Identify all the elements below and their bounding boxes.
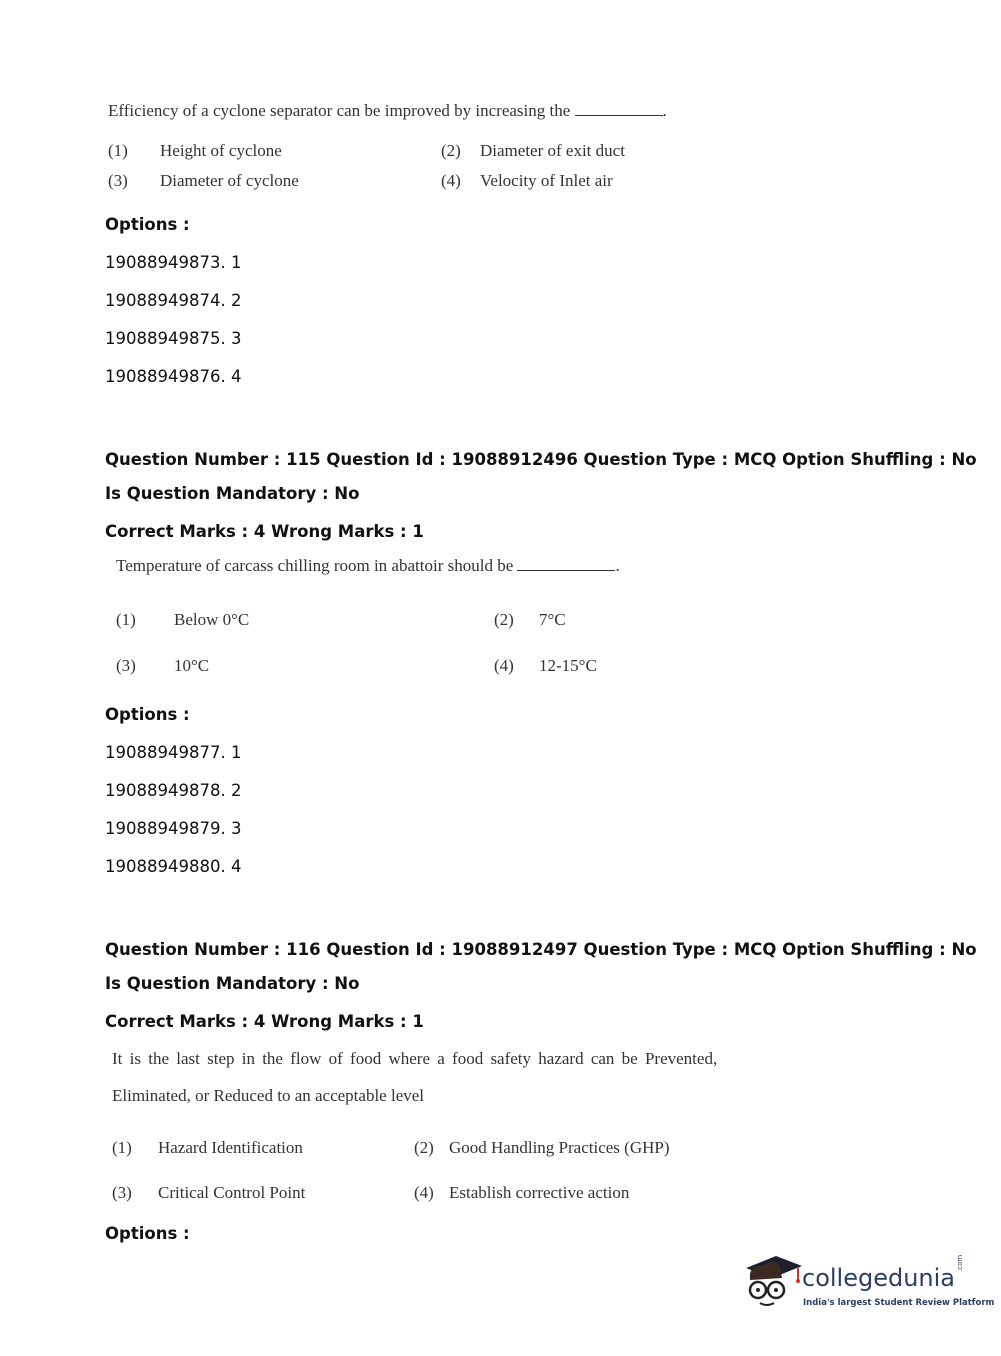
q116-options-label: Options : [105, 1224, 190, 1243]
logo-tagline: India's largest Student Review Platform [803, 1298, 995, 1308]
question-115-text [116, 556, 620, 576]
q114-choice-4-number: (4) [441, 171, 461, 190]
q115-choice-3-number: (3) [116, 656, 136, 675]
q115-choice-4-text: 12-15°C [539, 656, 597, 675]
question-114-stem: Efficiency of a cyclone separator can be improved by increasing the [108, 101, 571, 120]
q115-choice-4-number: (4) [494, 656, 514, 675]
q115-options-label: Options : [105, 705, 190, 724]
q115-choice-1-text: Below 0°C [174, 610, 250, 629]
graduate-mascot-icon [742, 1250, 802, 1310]
q114-choice-3-number: (3) [108, 171, 128, 190]
q114-choice-4-text: Velocity of Inlet air [480, 171, 613, 190]
q116-choice-1-number: (1) [112, 1138, 132, 1157]
q114-option-4: 19088949876. 4 [105, 367, 242, 386]
q116-header-line-1: Question Number : 116 Question Id : 19088912497 Question Type : MCQ Option Shuffling : No [105, 940, 977, 959]
period: . [662, 101, 667, 120]
q116-marks: Correct Marks : 4 Wrong Marks : 1 [105, 1012, 424, 1031]
q114-option-2: 19088949874. 2 [105, 291, 242, 310]
q114-choice-2-number: (2) [441, 141, 461, 160]
q116-choice-4-text: Establish corrective action [449, 1183, 630, 1202]
q115-header-line-1: Question Number : 115 Question Id : 19088912496 Question Type : MCQ Option Shuffling : No [105, 450, 977, 469]
q116-choice-1-text: Hazard Identification [158, 1138, 303, 1157]
collegedunia-logo [742, 1250, 995, 1322]
logo-wordmark: collegedunia [802, 1264, 956, 1292]
q115-option-1: 19088949877. 1 [105, 743, 242, 762]
question-116-line-1: It is the last step in the flow of food where a food safety hazard can be Prevented, [112, 1049, 718, 1068]
q116-header-line-2: Is Question Mandatory : No [105, 974, 360, 993]
q114-choice-1-text: Height of cyclone [160, 141, 282, 160]
q115-header-line-2: Is Question Mandatory : No [105, 484, 360, 503]
q114-option-3: 19088949875. 3 [105, 329, 242, 348]
q114-option-1: 19088949873. 1 [105, 253, 242, 272]
question-116-line-2: Eliminated, or Reduced to an acceptable level [112, 1086, 425, 1105]
q115-choice-1-number: (1) [116, 610, 136, 629]
q116-choice-3-number: (3) [112, 1183, 132, 1202]
q115-choice-2-number: (2) [494, 610, 514, 629]
answer-blank [575, 115, 663, 116]
q116-choice-3-text: Critical Control Point [158, 1183, 306, 1202]
q115-option-2: 19088949878. 2 [105, 781, 242, 800]
q114-choice-1-number: (1) [108, 141, 128, 160]
q116-choice-2-text: Good Handling Practices (GHP) [449, 1138, 670, 1157]
q115-option-3: 19088949879. 3 [105, 819, 242, 838]
q115-choice-3-text: 10°C [174, 656, 210, 675]
q115-choice-2-text: 7°C [539, 610, 566, 629]
period: . [615, 556, 620, 575]
q116-choice-4-number: (4) [414, 1183, 434, 1202]
q114-options-label: Options : [105, 215, 190, 234]
q116-choice-2-number: (2) [414, 1138, 434, 1157]
logo-com: .com [956, 1254, 964, 1272]
question-115-stem: Temperature of carcass chilling room in abattoir should be [116, 556, 514, 575]
q115-option-4: 19088949880. 4 [105, 857, 242, 876]
q114-choice-2-text: Diameter of exit duct [480, 141, 625, 160]
q115-marks: Correct Marks : 4 Wrong Marks : 1 [105, 522, 424, 541]
question-114-text [108, 101, 667, 121]
q114-choice-3-text: Diameter of cyclone [160, 171, 299, 190]
answer-blank [517, 570, 615, 571]
